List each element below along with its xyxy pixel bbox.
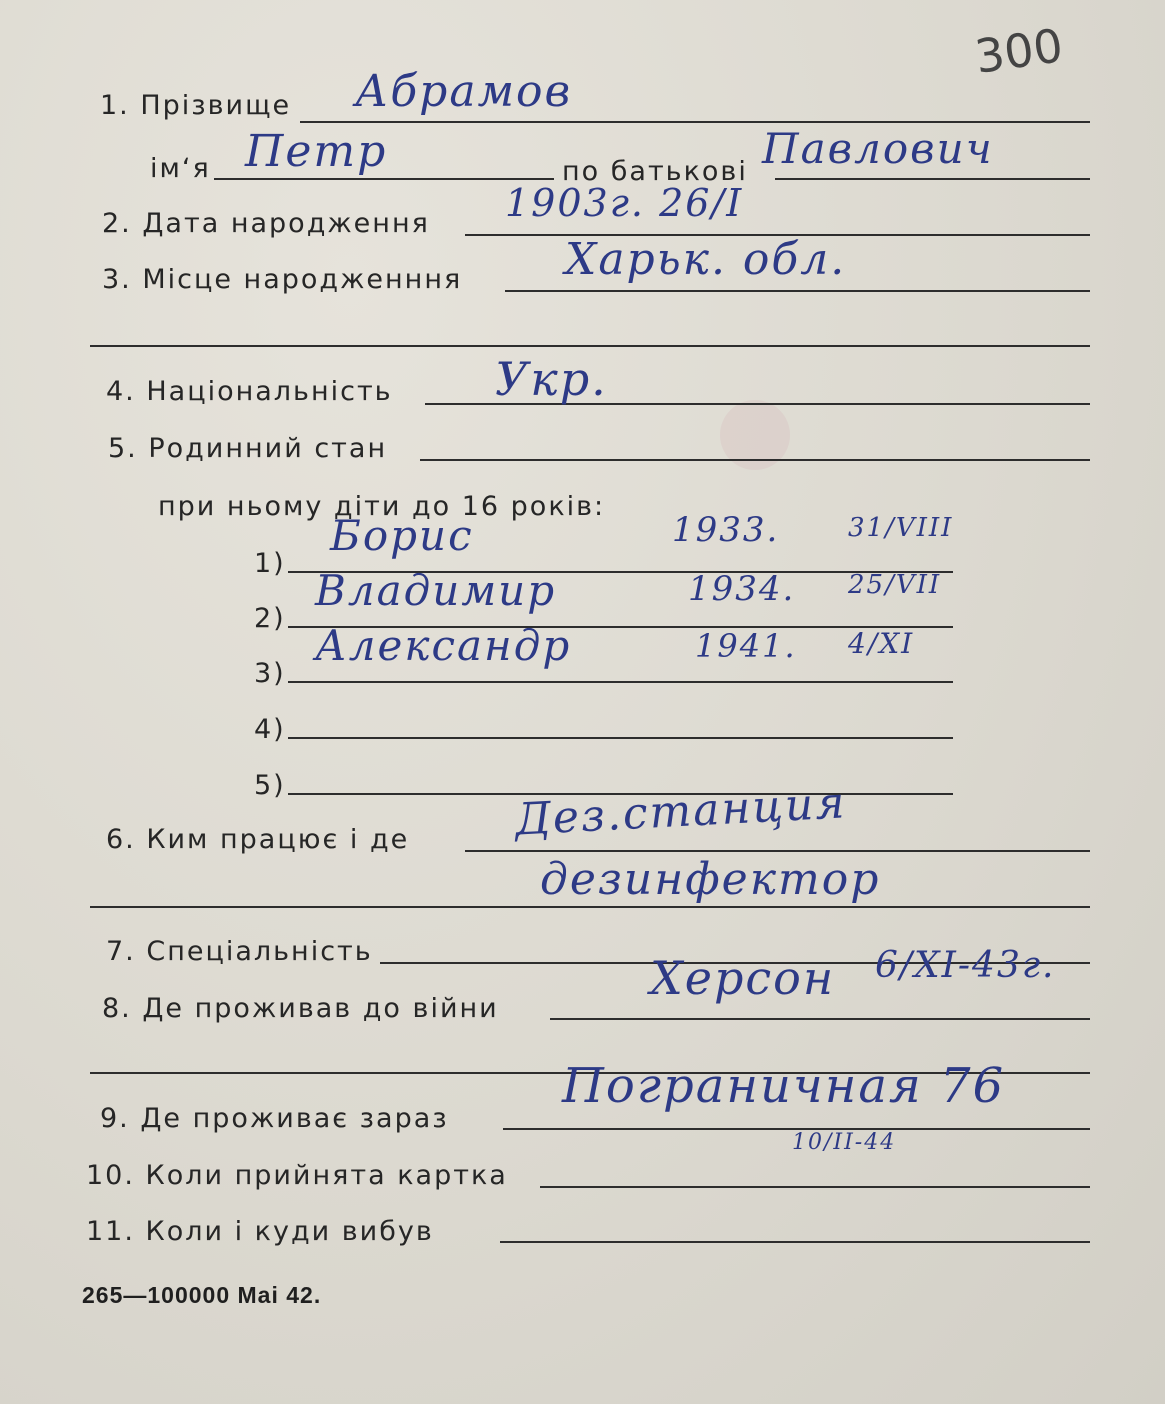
family-status-line xyxy=(420,459,1090,461)
child-date: 4/XI xyxy=(848,627,915,660)
surname-value: Абрамов xyxy=(355,66,573,117)
child-number: 5) xyxy=(254,770,286,801)
birth-place-line xyxy=(505,290,1090,292)
child-date: 31/VIII xyxy=(848,513,954,543)
specialty-label: 7. Спеціальність xyxy=(106,936,373,967)
child-line xyxy=(288,737,953,739)
child-name: Борис xyxy=(330,511,474,560)
prewar-residence-value: Херсон xyxy=(650,951,836,1005)
child-year: 1933. xyxy=(672,510,780,550)
current-residence-date: 10/II-44 xyxy=(792,1130,897,1155)
child-year: 1941. xyxy=(695,627,797,665)
current-residence-value: Пограничная 76 xyxy=(562,1058,1006,1114)
work-label: 6. Ким працює і де xyxy=(106,824,410,855)
name-value: Петр xyxy=(245,126,388,177)
family-status-label: 5. Родинний стан xyxy=(108,433,388,464)
name-line xyxy=(214,178,554,180)
prewar-residence-label: 8. Де проживав до війни xyxy=(102,993,499,1024)
card-accepted-line xyxy=(540,1186,1090,1188)
patronymic-value: Павлович xyxy=(762,124,994,173)
child-number: 1) xyxy=(254,548,286,579)
print-code: 265—100000 Mai 42. xyxy=(82,1282,322,1308)
birth-date-label: 2. Дата народження xyxy=(102,208,430,239)
birth-place-line-2 xyxy=(90,345,1090,347)
work-line xyxy=(465,850,1090,852)
nationality-label: 4. Національність xyxy=(106,376,393,407)
child-year: 1934. xyxy=(688,569,796,609)
child-line xyxy=(288,681,953,683)
children-header: при ньому діти до 16 років: xyxy=(158,491,606,522)
child-number: 4) xyxy=(254,714,286,745)
surname-line xyxy=(300,121,1090,123)
child-name: Владимир xyxy=(315,566,557,615)
patronymic-label: по батькові xyxy=(562,156,748,187)
departure-line xyxy=(500,1241,1090,1243)
prewar-residence-line xyxy=(550,1018,1090,1020)
child-date: 25/VII xyxy=(848,570,942,600)
prewar-residence-date: 6/XI-43г. xyxy=(875,945,1056,986)
current-residence-label: 9. Де проживає зараз xyxy=(100,1103,449,1134)
birth-place-value: Харьк. обл. xyxy=(565,234,847,285)
archive-number: 300 xyxy=(971,18,1067,84)
departure-label: 11. Коли і куди вибув xyxy=(86,1216,434,1247)
surname-label: 1. Прізвище xyxy=(100,90,292,121)
name-label: імʻя xyxy=(150,153,211,184)
child-name: Александр xyxy=(315,621,572,670)
birth-date-value: 1903г. 26/I xyxy=(505,181,744,225)
card-accepted-label: 10. Коли прийнята картка xyxy=(86,1160,508,1191)
birth-place-label: 3. Місце народженння xyxy=(102,264,463,295)
patronymic-line xyxy=(775,178,1090,180)
nationality-value: Укр. xyxy=(495,352,608,406)
child-number: 2) xyxy=(254,603,286,634)
work-line-2 xyxy=(90,906,1090,908)
work-value: Дез.станция xyxy=(513,777,848,846)
child-number: 3) xyxy=(254,658,286,689)
work-value-2: дезинфектор xyxy=(540,854,881,905)
